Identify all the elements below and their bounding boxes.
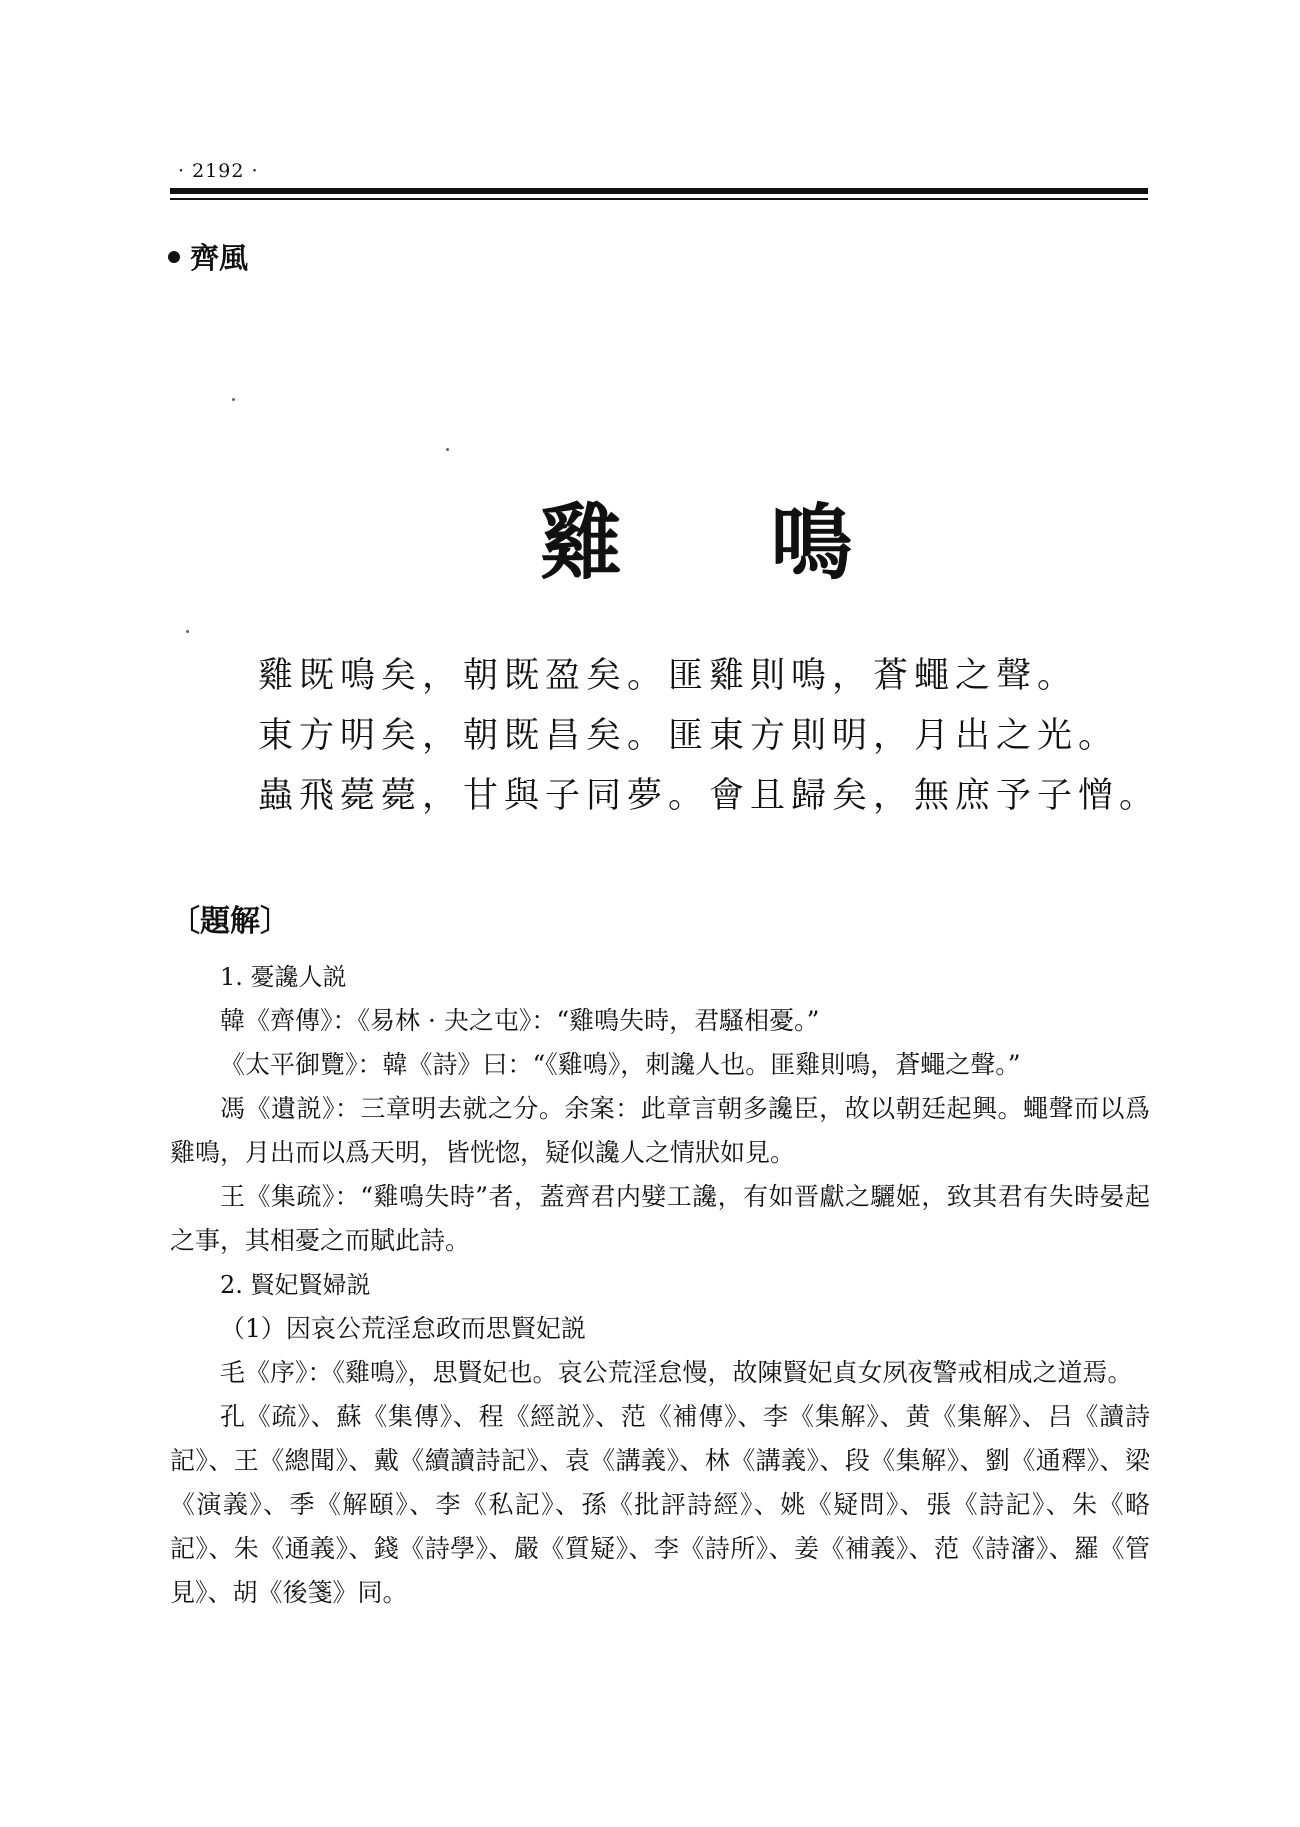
paragraph: 馮《遺説》：三章明去就之分。余案：此章言朝多讒臣，故以朝廷起興。蠅聲而以爲雞鳴，月出而以爲天明，皆恍惚，疑似讒人之情狀如見。: [170, 1094, 1150, 1167]
paragraph: 孔《疏》、蘇《集傳》、程《經説》、范《補傳》、李《集解》、黄《集解》、吕《讀詩記》、王《總聞》、戴《續讀詩記》、袁《講義》、林《講義》、段《集解》、劉《通釋》、梁《演義》、季《解頤》、李《私記》、孫《批評詩經》、姚《疑問》、張《詩記》、朱《略記》、朱《通義》、錢《詩學》、嚴《質疑》、李《詩所》、姜《補義》、范《詩瀋》、羅《管見》、胡《後箋》同。: [170, 1402, 1150, 1607]
paragraph: 韓《齊傳》：《易林 · 夬之屯》：“雞鳴失時，君騷相憂。”: [220, 1006, 820, 1035]
section-title: 齊風: [190, 241, 249, 275]
scan-speck: [446, 448, 449, 451]
header-rule-thin: [170, 198, 1148, 200]
poem-line: 雞既鳴矣，朝既盈矣。匪雞則鳴，蒼蠅之聲。: [258, 656, 1079, 696]
bullet-dot-icon: [168, 251, 180, 263]
subheading: 2. 賢妃賢婦説: [220, 1271, 371, 1299]
paragraph: 王《集疏》：“雞鳴失時”者，蓋齊君内嬖工讒，有如晋獻之驪姬，致其君有失時晏起之事，其相憂之而賦此詩。: [170, 1182, 1150, 1255]
scan-speck: [186, 630, 189, 633]
scan-speck: [232, 398, 235, 401]
commentary-body: [170, 955, 1150, 1615]
header-rule: [170, 188, 1148, 200]
page-number: · 2192 ·: [178, 160, 259, 182]
paragraph: 毛《序》：《雞鳴》，思賢妃也。哀公荒淫怠慢，故陳賢妃貞女夙夜警戒相成之道焉。: [220, 1358, 1133, 1387]
header-rule-thick: [170, 188, 1148, 194]
poem-line: 東方明矣，朝既昌矣。匪東方則明，月出之光。: [258, 716, 1120, 756]
paragraph: 《太平御覽》：韓《詩》曰：“《雞鳴》，刺讒人也。匪雞則鳴，蒼蠅之聲。”: [220, 1050, 1021, 1079]
section-heading: [168, 236, 248, 277]
poem-text: [258, 646, 1160, 826]
commentary-heading: 〔題解〕: [170, 904, 290, 939]
subheading: 1. 憂讒人説: [220, 963, 347, 991]
poem-line: 蟲飛薨薨，甘與子同夢。會且歸矣，無庶予子憎。: [258, 776, 1161, 816]
paragraph: （1）因哀公荒淫怠政而思賢妃説: [220, 1314, 586, 1343]
poem-title: 雞 鳴: [540, 495, 913, 591]
